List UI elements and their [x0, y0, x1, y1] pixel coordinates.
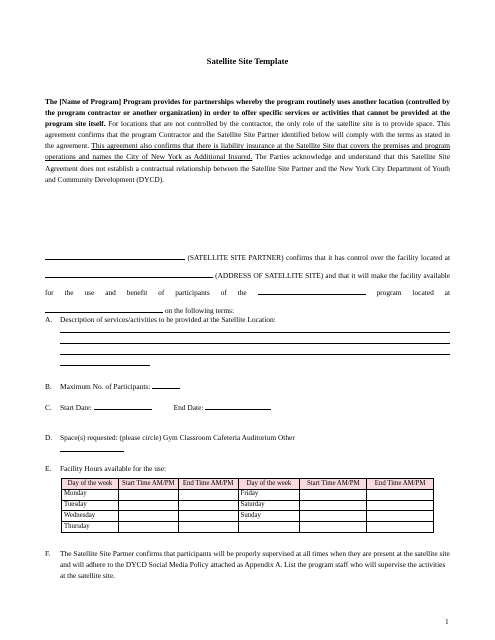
space-options-text: Space(s) requested: (please circle) Gym Classroom Cafeteria Auditorium Other — [60, 433, 295, 442]
day-cell: Thursday — [62, 522, 119, 533]
time-cell[interactable] — [300, 522, 367, 533]
time-cell[interactable] — [367, 500, 434, 511]
confirm-text-4: on the following terms: — [163, 305, 235, 315]
section-e-letter: E. — [45, 464, 52, 473]
section-a-label: Description of services/activities to be provided at the Satellite Location: — [60, 315, 276, 324]
program-name-blank[interactable] — [258, 287, 366, 295]
header-end-time: End Time AM/PM — [367, 479, 434, 490]
end-date-blank[interactable] — [205, 402, 271, 410]
time-cell[interactable] — [118, 500, 178, 511]
day-cell: Monday — [62, 489, 119, 500]
supervision-text: The Satellite Site Partner confirms that participants will be properly supervised at all times when they are present at the satellite site and will adhere to the DYCD Social Media Policy attached as Appendix A. List the program staff who will supervise the activities at the satellite site. — [60, 549, 450, 580]
day-cell: Friday — [238, 489, 300, 500]
section-e — [45, 463, 450, 474]
table-header-row — [62, 479, 434, 490]
section-a-letter: A. — [45, 315, 53, 324]
document-title: Satellite Site Template — [206, 56, 289, 66]
section-d-letter: D. — [45, 433, 53, 442]
time-cell[interactable] — [178, 511, 238, 522]
section-f — [45, 548, 450, 581]
facility-address-blank[interactable] — [45, 270, 213, 278]
day-cell: Wednesday — [62, 511, 119, 522]
section-d — [45, 432, 450, 454]
description-line-4[interactable] — [60, 355, 150, 366]
confirmation-paragraph — [45, 249, 450, 319]
time-cell[interactable] — [118, 522, 178, 533]
start-date-label: Start Date: — [60, 403, 94, 412]
intro-insurance-text: This agreement also confirms that there is liability insurance at the Satellite Site that covers the premises and program operations and names the City of New York as Additional Insured. — [45, 141, 450, 162]
facility-hours-label: Facility Hours available for the use: — [60, 464, 167, 473]
time-cell[interactable] — [178, 500, 238, 511]
time-cell[interactable] — [300, 500, 367, 511]
intro-paragraph — [45, 96, 450, 185]
day-cell: Tuesday — [62, 500, 119, 511]
confirm-text-1: (SATELLITE SITE PARTNER) confirms that it has control over the facility located at — [185, 253, 450, 262]
day-cell: Saturday — [238, 500, 300, 511]
intro-text-2: The Parties acknowledge and understand that this Satellite Site Agreement does not establish a contractual relationship between the Satellite Site Partner and the New York City Department of Youth and Community Development (DYCD). — [45, 152, 450, 184]
description-line-3[interactable] — [60, 344, 450, 355]
facility-hours-table — [61, 478, 434, 533]
day-cell — [238, 522, 300, 533]
time-cell[interactable] — [367, 489, 434, 500]
header-start-time: Start Time AM/PM — [118, 479, 178, 490]
section-b — [45, 381, 450, 392]
time-cell[interactable] — [118, 489, 178, 500]
time-cell[interactable] — [367, 522, 434, 533]
partner-name-blank[interactable] — [45, 252, 185, 260]
max-participants-label: Maximum No. of Participants: — [60, 382, 153, 391]
time-cell[interactable] — [178, 522, 238, 533]
table-row — [62, 500, 434, 511]
section-c-letter: C. — [45, 403, 52, 412]
section-f-letter: F. — [45, 549, 51, 558]
confirm-text-3: program located at — [365, 288, 450, 297]
intro-text-1: For locations that are not controlled by the contractor, the only role of the satellite site is to provide space. This agreement confirms that the program Contractor and the Satellite Site Partner identified below will comply with the terms as stated in the agreement. — [45, 119, 450, 151]
table-row — [62, 511, 434, 522]
header-start-time: Start Time AM/PM — [300, 479, 367, 490]
section-b-letter: B. — [45, 382, 52, 391]
description-line-2[interactable] — [60, 333, 450, 344]
end-date-label: End Date: — [173, 403, 206, 412]
description-line-1[interactable] — [60, 325, 450, 333]
confirm-text-2: (ADDRESS OF SATELLITE SITE) and that it will make the facility available for the use and benefit of participants of the — [45, 270, 450, 297]
time-cell[interactable] — [300, 489, 367, 500]
header-day-of-week: Day of the week — [238, 479, 300, 490]
start-date-blank[interactable] — [94, 402, 152, 410]
table-row — [62, 489, 434, 500]
time-cell[interactable] — [300, 511, 367, 522]
time-cell[interactable] — [118, 511, 178, 522]
max-participants-blank[interactable] — [152, 381, 180, 389]
other-space-blank[interactable] — [60, 451, 124, 452]
header-end-time: End Time AM/PM — [178, 479, 238, 490]
header-day-of-week: Day of the week — [62, 479, 119, 490]
time-cell[interactable] — [367, 511, 434, 522]
intro-bold-text: The [Name of Program] Program provides for partnerships whereby the program routinely uses another location (controlled by the program contractor or another organization) in order to offer specific services or activities that cannot be provided at the program site itself. — [45, 97, 450, 129]
program-location-blank[interactable] — [45, 305, 163, 313]
time-cell[interactable] — [178, 489, 238, 500]
page-number: 1 — [445, 617, 449, 626]
table-row — [62, 522, 434, 533]
section-a — [45, 314, 450, 374]
section-c — [45, 402, 450, 413]
day-cell: Sunday — [238, 511, 300, 522]
